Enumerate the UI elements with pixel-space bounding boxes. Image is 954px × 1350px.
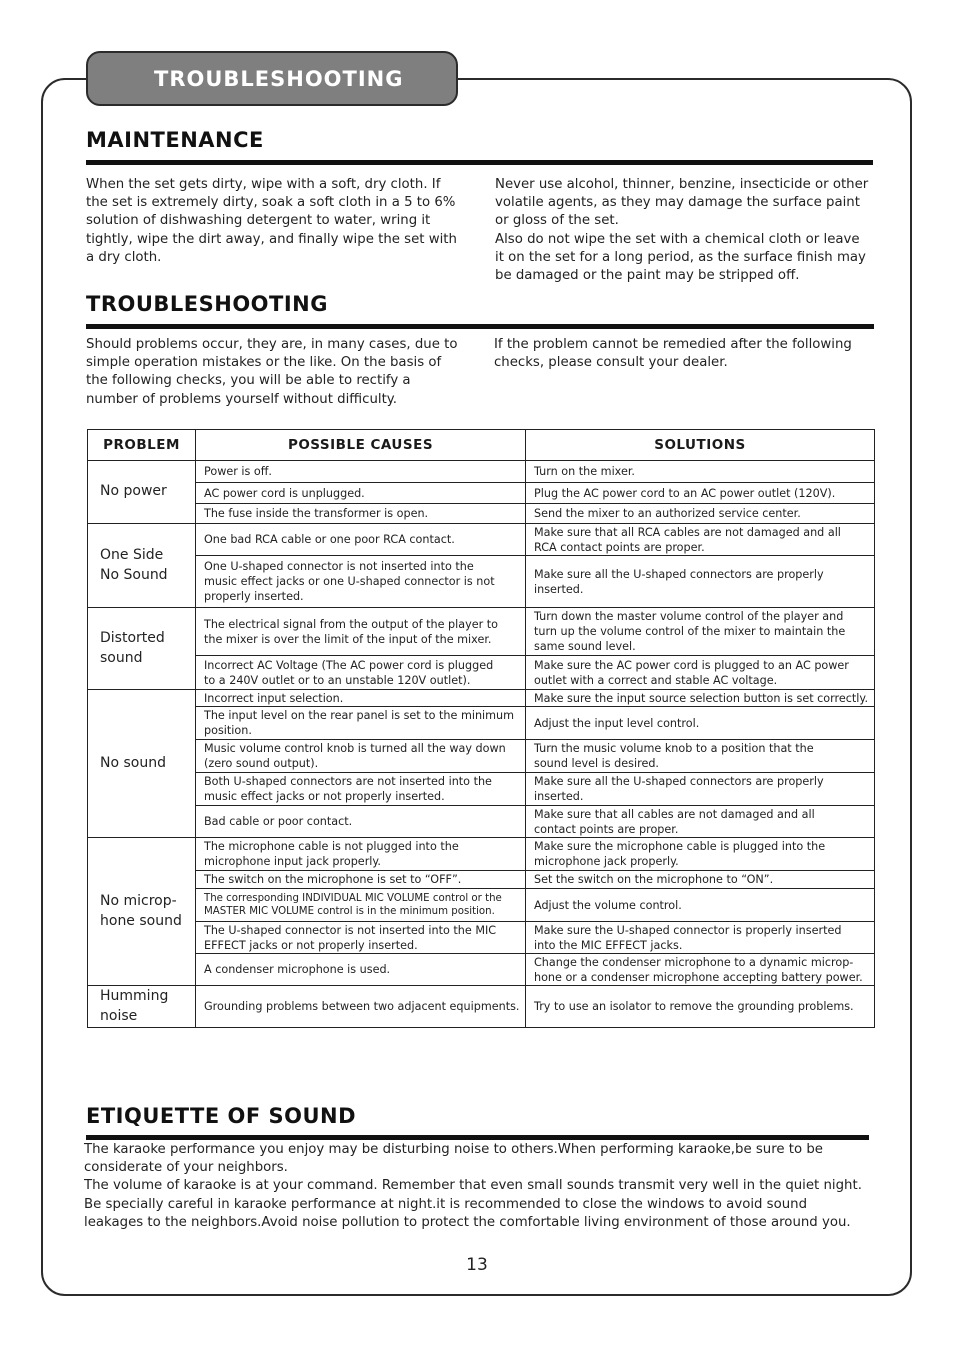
text-line: simple operation mistakes or the like. On the basis of	[86, 355, 442, 371]
header-solutions: SOLUTIONS	[526, 430, 875, 461]
cause-cell	[196, 986, 526, 1028]
text-line: No Sound	[100, 566, 168, 583]
cause-cell	[196, 871, 526, 889]
text-line: The switch on the microphone is set to “OFF”.	[204, 873, 462, 886]
text-line: music effect jacks or one U-shaped connector is not	[204, 575, 495, 588]
cause-cell	[196, 806, 526, 838]
text-line: music effect jacks or not properly inserted.	[204, 790, 445, 803]
text-line: Bad cable or poor contact.	[204, 815, 353, 828]
text-line: properly inserted.	[204, 590, 304, 603]
table-row	[88, 504, 875, 524]
text-line: sound level is desired.	[534, 757, 659, 770]
text-line: Send the mixer to an authorized service center.	[534, 507, 801, 520]
troubleshooting-heading: TROUBLESHOOTING	[86, 292, 328, 316]
text-line: If the problem cannot be remedied after the following	[494, 337, 852, 352]
text-line: The microphone cable is not plugged into the	[204, 840, 459, 853]
text-line: Incorrect AC Voltage (The AC power cord is plugged	[204, 658, 494, 672]
text-line: sound	[100, 649, 143, 666]
text-line: noise	[100, 1007, 138, 1024]
text-line: Plug the AC power cord to an AC power outlet (120V).	[534, 486, 836, 500]
cause-cell	[196, 504, 526, 524]
table-row	[88, 690, 875, 707]
solution-cell	[526, 656, 875, 690]
text-line: Make sure the AC power cord is plugged to an AC power	[534, 658, 849, 672]
text-line: into the MIC EFFECT jacks.	[534, 938, 683, 952]
cause-cell	[196, 773, 526, 806]
problem-cell	[88, 690, 196, 838]
solution-cell	[526, 889, 875, 922]
text-line: Make sure that all RCA cables are not damaged and all	[534, 525, 841, 539]
text-line: (zero sound output).	[204, 757, 319, 770]
solution-cell	[526, 556, 875, 608]
cause-cell	[196, 922, 526, 954]
maintenance-right-text	[495, 176, 895, 285]
text-line: EFFECT jacks or not properly inserted.	[204, 938, 418, 952]
text-line: AC power cord is unplugged.	[204, 486, 365, 500]
cause-cell	[196, 461, 526, 483]
cause-cell	[196, 690, 526, 707]
solution-cell	[526, 806, 875, 838]
text-line: solution of dishwashing detergent to water, wring it	[86, 213, 431, 229]
text-line: number of problems yourself without difficulty.	[86, 391, 397, 407]
troubleshooting-rule	[86, 324, 874, 329]
solution-cell	[526, 608, 875, 656]
text-line: inserted.	[534, 582, 584, 596]
troubleshooting-left-text	[86, 336, 486, 409]
cause-cell	[196, 608, 526, 656]
text-line: Adjust the input level control.	[534, 716, 700, 730]
text-line: Incorrect input selection.	[204, 691, 344, 705]
text-line: No microp-	[100, 893, 177, 909]
solution-cell	[526, 740, 875, 773]
table-row	[88, 524, 875, 556]
problem-cell	[88, 461, 196, 524]
table-row	[88, 483, 875, 504]
text-line: be damaged or the paint may be stripped off.	[495, 268, 800, 284]
solution-cell	[526, 986, 875, 1028]
maintenance-heading: MAINTENANCE	[86, 128, 264, 152]
table-row	[88, 707, 875, 740]
text-line: to a 240V outlet or to an unstable 120V outlet).	[204, 673, 471, 687]
page-number: 13	[466, 1255, 488, 1275]
text-line: checks, please consult your dealer.	[494, 355, 728, 371]
text-line: The electrical signal from the output of the player to	[204, 617, 498, 631]
text-line: the mixer is over the limit of the input of the mixer.	[204, 632, 492, 646]
text-line: One U-shaped connector is not inserted into the	[204, 560, 474, 573]
etiquette-heading: ETIQUETTE OF SOUND	[86, 1104, 357, 1128]
text-line: No power	[100, 483, 167, 500]
text-line: same sound level.	[534, 640, 636, 653]
text-line: One Side	[100, 547, 164, 563]
text-line: Make sure all the U-shaped connectors are properly	[534, 567, 824, 581]
text-line: Change the condenser microphone to a dynamic microp-	[534, 955, 854, 969]
table-row	[88, 889, 875, 922]
text-line: volatile agents, as they may damage the surface paint	[495, 195, 860, 211]
text-line: the following checks, you will be able to rectify a	[86, 373, 411, 389]
text-line: turn up the volume control of the mixer to maintain the	[534, 625, 846, 638]
text-line: hone or a condenser microphone accepting battery power.	[534, 970, 863, 984]
text-line: Turn the music volume knob to a position that the	[534, 742, 814, 755]
text-line: Make sure the U-shaped connector is properly inserted	[534, 923, 842, 937]
cause-cell	[196, 889, 526, 922]
text-line: position.	[204, 724, 252, 737]
text-line: The karaoke performance you enjoy may be disturbing noise to others.When performing karaoke,be sure to be	[84, 1142, 823, 1157]
text-line: Grounding problems between two adjacent equipments.	[204, 1000, 520, 1013]
text-line: The fuse inside the transformer is open.	[204, 507, 429, 520]
solution-cell	[526, 461, 875, 483]
text-line: microphone jack properly.	[534, 855, 679, 868]
table-row	[88, 773, 875, 806]
text-line: Music volume control knob is turned all the way down	[204, 742, 506, 755]
text-line: hone sound	[100, 912, 182, 929]
text-line: a dry cloth.	[86, 249, 162, 265]
text-line: Try to use an isolator to remove the grounding problems.	[534, 1000, 854, 1013]
cause-cell	[196, 707, 526, 740]
etiquette-rule	[86, 1135, 869, 1140]
solution-cell	[526, 690, 875, 707]
text-line: Make sure that all cables are not damaged and all	[534, 807, 815, 821]
solution-cell	[526, 483, 875, 504]
table-row	[88, 986, 875, 1028]
maintenance-rule	[86, 160, 873, 165]
text-line: Humming	[100, 988, 169, 1004]
text-line: leakages to the neighbors.Avoid noise pollution to protect the comfortable living environment of those around you.	[84, 1214, 851, 1230]
text-line: When the set gets dirty, wipe with a soft, dry cloth. If	[86, 177, 441, 192]
text-line: Make sure the microphone cable is plugged into the	[534, 840, 826, 853]
problem-cell	[88, 986, 196, 1028]
header-causes: POSSIBLE CAUSES	[196, 430, 526, 461]
text-line: the set is extremely dirty, soak a soft cloth in a 5 to 6%	[86, 195, 456, 211]
cause-cell	[196, 556, 526, 608]
solution-cell	[526, 773, 875, 806]
text-line: The corresponding INDIVIDUAL MIC VOLUME control or the	[204, 892, 502, 904]
section-tab	[86, 51, 458, 106]
table-row	[88, 608, 875, 656]
table-row	[88, 461, 875, 483]
text-line: Also do not wipe the set with a chemical cloth or leave	[495, 231, 860, 247]
text-line: The U-shaped connector is not inserted into the MIC	[204, 923, 497, 937]
cause-cell	[196, 954, 526, 986]
table-row	[88, 954, 875, 986]
text-line: The input level on the rear panel is set to the minimum	[204, 709, 515, 722]
cause-cell	[196, 838, 526, 871]
problem-cell	[88, 608, 196, 690]
solution-cell	[526, 922, 875, 954]
text-line: Make sure the input source selection button is set correctly.	[534, 691, 868, 705]
text-line: The volume of karaoke is at your command. Remember that even small sounds transmit very well in the quiet night.	[84, 1178, 862, 1194]
section-tab-title: TROUBLESHOOTING	[154, 66, 404, 91]
text-line: Adjust the volume control.	[534, 898, 682, 912]
text-line: considerate of your neighbors.	[84, 1160, 288, 1176]
table-row	[88, 740, 875, 773]
solution-cell	[526, 524, 875, 556]
text-line: it on the set for a long period, as the surface finish may	[495, 249, 866, 265]
header-problem: PROBLEM	[88, 430, 196, 461]
table-row	[88, 556, 875, 608]
table-row	[88, 806, 875, 838]
text-line: Set the switch on the microphone to “ON”.	[534, 873, 774, 886]
text-line: Distorted	[100, 630, 165, 646]
table-row	[88, 922, 875, 954]
solution-cell	[526, 871, 875, 889]
table-header-row	[88, 430, 875, 461]
solution-cell	[526, 707, 875, 740]
table-body	[88, 461, 875, 1028]
table-row	[88, 838, 875, 871]
etiquette-text	[84, 1141, 914, 1232]
text-line: contact points are proper.	[534, 822, 679, 836]
text-line: Turn down the master volume control of the player and	[534, 610, 844, 623]
text-line: Be specially careful in karaoke performance at night.it is recommended to close the windows to avoid sound	[84, 1196, 808, 1212]
text-line: outlet with a correct and stable AC voltage.	[534, 673, 778, 687]
solution-cell	[526, 954, 875, 986]
troubleshooting-table	[87, 429, 875, 1028]
text-line: Never use alcohol, thinner, benzine, insecticide or other	[495, 177, 869, 192]
problem-cell	[88, 838, 196, 986]
table-row	[88, 656, 875, 690]
text-line: RCA contact points are proper.	[534, 540, 705, 554]
text-line: One bad RCA cable or one poor RCA contact.	[204, 533, 455, 546]
maintenance-left-text	[86, 176, 486, 267]
text-line: tightly, wipe the dirt away, and finally wipe the set with	[86, 231, 457, 247]
text-line: microphone input jack properly.	[204, 855, 381, 868]
table-row	[88, 871, 875, 889]
troubleshooting-right-text	[494, 336, 894, 372]
text-line: Power is off.	[204, 465, 272, 478]
text-line: A condenser microphone is used.	[204, 963, 391, 976]
text-line: Both U-shaped connectors are not inserted into the	[204, 775, 492, 788]
text-line: Should problems occur, they are, in many cases, due to	[86, 337, 458, 352]
text-line: MASTER MIC VOLUME control is in the minimum position.	[204, 906, 495, 917]
cause-cell	[196, 740, 526, 773]
cause-cell	[196, 524, 526, 556]
solution-cell	[526, 504, 875, 524]
cause-cell	[196, 483, 526, 504]
text-line: inserted.	[534, 790, 584, 803]
text-line: No sound	[100, 754, 166, 771]
problem-cell	[88, 524, 196, 608]
cause-cell	[196, 656, 526, 690]
text-line: Make sure all the U-shaped connectors are properly	[534, 775, 824, 788]
text-line: or gloss of the set.	[495, 213, 619, 229]
solution-cell	[526, 838, 875, 871]
text-line: Turn on the mixer.	[534, 465, 635, 478]
